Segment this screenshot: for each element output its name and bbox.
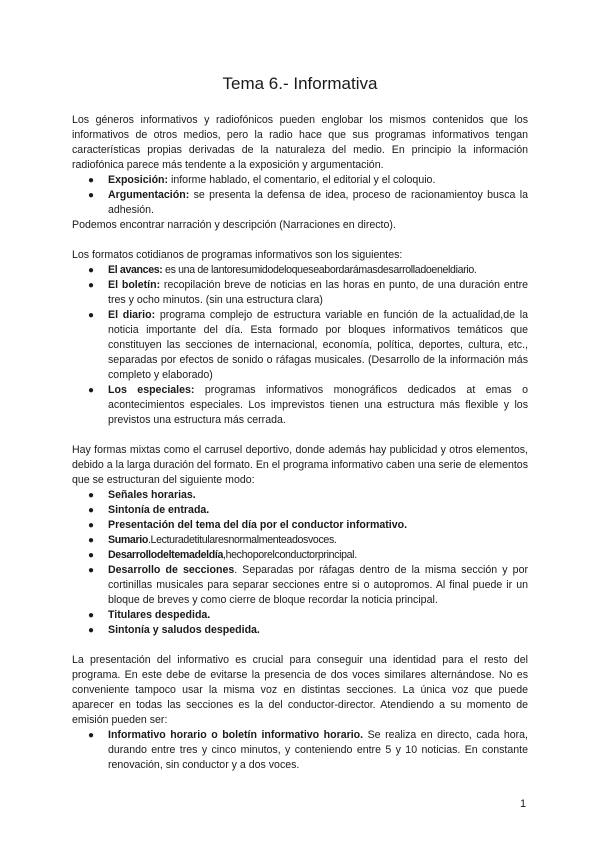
list-item-term: Informativo horario o boletín informativo horario. — [108, 729, 364, 741]
presentation-paragraph: La presentación del informativo es crucial para conseguir una identidad para el resto del programa. En este debe de evitarse la presencia de dos voces similares alternándose. No es conveniente tampoco usar la misma voz en distintas secciones. La única voz que puede aparecer en todas las secciones es la del conductor-director. Atendiendo a su momento de emisión pueden ser: — [72, 654, 528, 726]
bullet-icon: ● — [88, 490, 95, 501]
list-item-text: Se realiza en directo, cada hora, durando entre tres y cinco minutos, y conteniendo entre 5 y 10 noticias. En constante renovación, sin conductor y a dos voces. — [108, 729, 528, 771]
mixed-forms-paragraph: Hay formas mixtas como el carrusel deportivo, donde además hay publicidad y otros elementos, debido a la larga duración del formato. En el programa informativo caben una serie de elementos que se estructuran del siguiente modo: — [72, 444, 528, 486]
list-item — [72, 563, 528, 608]
bullet-icon: ● — [88, 610, 95, 621]
bullet-icon: ● — [88, 310, 95, 321]
spacer — [72, 428, 528, 443]
list-item-text: programas informativos monográficos dedicados at emas o acontecimientos especiales. Los imprevistos tienen una estructura más flexible y los previstos una estructura más cerrada. — [108, 384, 528, 426]
list-item — [72, 548, 528, 563]
list-item — [72, 518, 528, 533]
list-item-text: se presenta la defensa de idea, proceso de racionamientoy busca la adhesión. — [108, 189, 528, 216]
formats-intro: Los formatos cotidianos de programas informativos son los siguientes: — [72, 249, 403, 261]
list-item-term: Señales horarias. — [108, 489, 196, 501]
list-item-term: Sintonía y saludos despedida. — [108, 624, 260, 636]
bullet-icon: ● — [88, 265, 94, 276]
list-item-term: Argumentación: — [108, 189, 190, 201]
list-item — [72, 503, 528, 518]
bullet-icon: ● — [88, 565, 95, 576]
list-item-text: es una de lantoresumidodeloqueseabordarámasdesarrolladoeneldiario. — [162, 264, 477, 276]
bullet-icon: ● — [88, 550, 94, 561]
spacer — [72, 233, 528, 248]
document-body — [72, 113, 528, 773]
list-item-term: Desarrollodeltemadeldía — [108, 549, 223, 561]
list-item-term: El avances: — [108, 264, 163, 276]
list-item — [72, 488, 528, 503]
page-number: 1 — [520, 798, 527, 810]
bullet-icon: ● — [88, 175, 95, 186]
list-item-text: recopilación breve de noticias en las horas en punto, de una duración entre tres y ocho minutos. (sin una estructura clara) — [108, 279, 528, 306]
bullet-icon: ● — [88, 625, 95, 636]
list-item-term: Sumario — [108, 534, 148, 546]
list-item-text: .Lecturadetitularesnormalmenteadosvoces. — [147, 534, 337, 546]
formats-list — [72, 263, 528, 428]
list-item-term: Los especiales: — [108, 384, 195, 396]
bullet-icon: ● — [88, 280, 95, 291]
intro-list — [72, 173, 528, 218]
list-item-term: Exposición: — [108, 174, 169, 186]
spacer — [72, 638, 528, 653]
list-item — [72, 383, 528, 428]
bullet-icon: ● — [88, 385, 95, 396]
bullet-icon: ● — [88, 730, 95, 741]
list-item-text: . Separadas por ráfagas dentro de la misma sección y por cortinillas musicales para separar secciones entre si o autopromos. Al final puede ir un bloque de breves y como cierre de bloque recordar la noticia principal. — [108, 564, 528, 606]
list-item-term: Presentación del tema del día por el conductor informativo. — [108, 519, 408, 531]
list-item — [72, 728, 528, 773]
list-item-term: Desarrollo de secciones — [108, 564, 235, 576]
bullet-icon: ● — [88, 505, 95, 516]
list-item — [72, 263, 528, 278]
list-item — [72, 173, 528, 188]
list-item-text: informe hablado, el comentario, el editorial y el coloquio. — [168, 174, 436, 186]
emission-list — [72, 728, 528, 773]
list-item-text: ,hechoporelconductorprincipal. — [223, 549, 357, 561]
narration-paragraph: Podemos encontrar narración y descripción (Narraciones en directo). — [72, 219, 396, 231]
list-item-term: El diario: — [108, 309, 156, 321]
bullet-icon: ● — [88, 535, 94, 546]
list-item-term: El boletín: — [108, 279, 161, 291]
list-item-term: Sintonía de entrada. — [108, 504, 210, 516]
intro-paragraph: Los géneros informativos y radiofónicos pueden englobar los mismos contenidos que los informativos de otros medios, pero la radio hace que sus programas informativos tengan características propias derivadas de la naturaleza del medio. En principio la información radiofónica parece más tendente a la exposición y argumentación. — [72, 114, 528, 171]
list-item — [72, 608, 528, 623]
list-item — [72, 188, 528, 218]
list-item-term: Titulares despedida. — [108, 609, 211, 621]
bullet-icon: ● — [88, 190, 95, 201]
elements-list — [72, 488, 528, 638]
list-item — [72, 533, 528, 548]
list-item — [72, 308, 528, 383]
list-item-text: programa complejo de estructura variable en función de la actualidad,de la noticia importante del día. Esta formado por bloques informativos temáticos que constituyen las secciones de internacional, economía, política, deportes, cultura, etc., separadas por efectos de sonido o ráfagas musicales. (Desarrollo de la información más completo y elaborado) — [108, 309, 528, 381]
list-item — [72, 623, 528, 638]
list-item — [72, 278, 528, 308]
page-title: Tema 6.- Informativa — [222, 74, 378, 93]
bullet-icon: ● — [88, 520, 95, 531]
